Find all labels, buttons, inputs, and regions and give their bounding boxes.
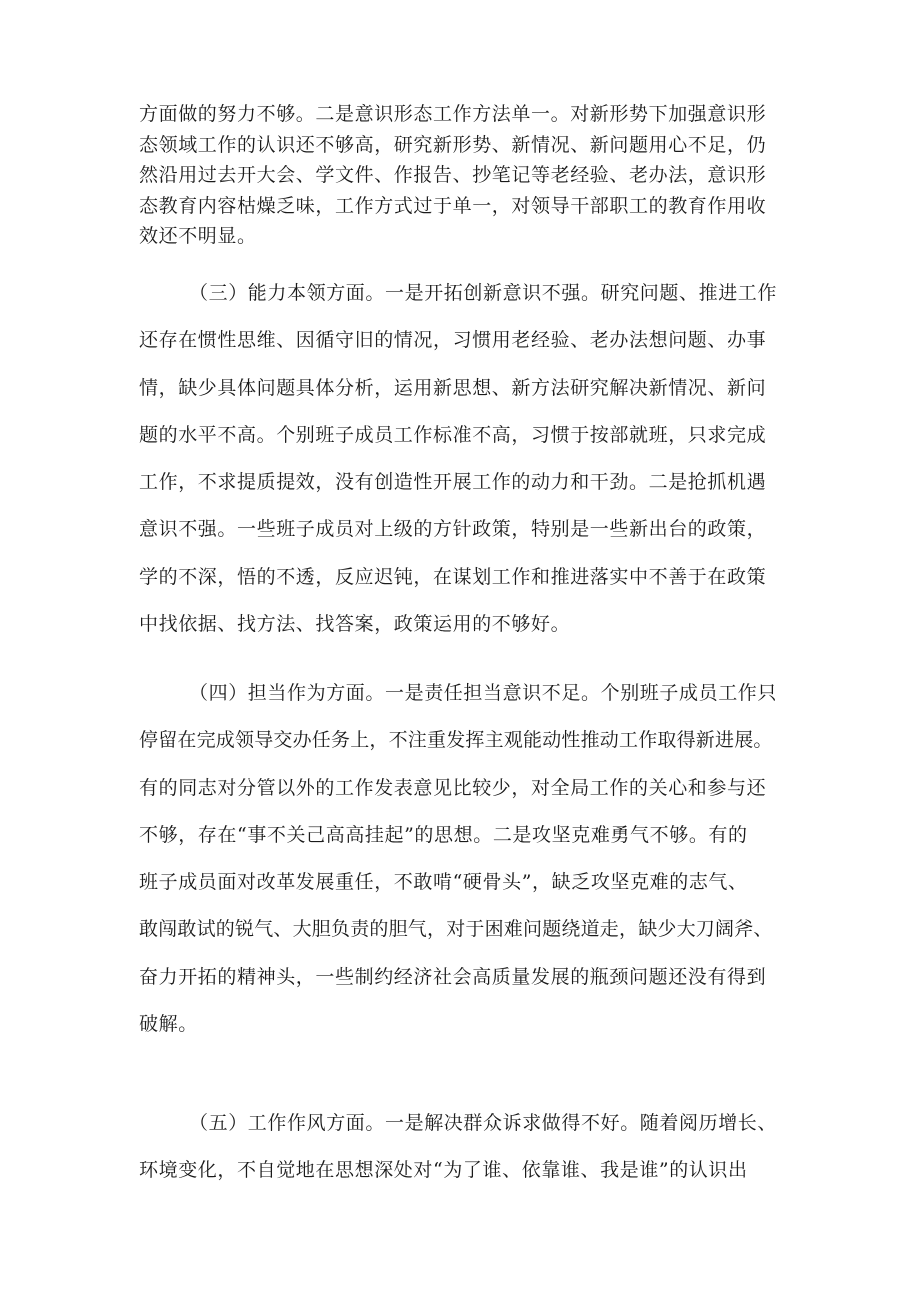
text-line: 有的同志对分管以外的工作发表意见比较少，对全局工作的关心和参与还	[139, 776, 767, 799]
text-line: 方面做的努力不够。二是意识形态工作方法单一。对新形势下加强意识形	[139, 103, 767, 125]
text-line: 班子成员面对改革发展重任，不敢啃“硬骨头”，缺乏攻坚克难的志气、	[139, 871, 748, 894]
text-line: 敢闯敢试的锐气、大胆负责的胆气，对于困难问题绕道走，缺少大刀阔斧、	[139, 918, 773, 941]
paragraph-responsibility	[139, 670, 784, 1048]
text-line: 态教育内容枯燥乏味，工作方式过于单一，对领导干部职工的教育作用收	[139, 194, 767, 217]
text-line: 情，缺少具体问题具体分析，运用新思想、新方法研究解决新情况、新问	[139, 376, 767, 399]
text-line: 学的不深，悟的不透，反应迟钝，在谋划工作和推进落实中不善于在政策	[139, 565, 767, 588]
text-line: 环境变化，不自觉地在思想深处对“为了谁、依靠谁、我是谁”的认识出	[139, 1159, 748, 1182]
text-line: 效还不明显。	[139, 225, 257, 247]
text-line: 奋力开拓的精神头，一些制约经济社会高质量发展的瓶颈问题还没有得到	[139, 965, 767, 988]
paragraph-continuation	[139, 99, 784, 252]
text-line: 还存在惯性思维、因循守旧的情况，习惯用老经验、老办法想问题、办事	[139, 329, 767, 352]
paragraph-work-style	[139, 1100, 784, 1195]
text-line: （四）担当作为方面。一是责任担当意识不足。个别班子成员工作只	[189, 682, 778, 704]
text-line: 态领域工作的认识还不够高，研究新形势、新情况、新问题用心不足，仍	[139, 133, 767, 156]
text-line: 工作，不求提质提效，没有创造性开展工作的动力和干劲。二是抢抓机遇	[139, 471, 767, 494]
text-line: 中找依据、找方法、找答案，政策运用的不够好。	[139, 613, 571, 636]
text-line: 不够，存在“事不关己高高挂起”的思想。二是攻坚克难勇气不够。有的	[139, 823, 748, 846]
text-line: 意识不强。一些班子成员对上级的方针政策，特别是一些新出台的政策，	[139, 518, 767, 541]
text-line: （五）工作作风方面。一是解决群众诉求做得不好。随着阅历增长、	[189, 1112, 778, 1134]
text-line: 题的水平不高。个别班子成员工作标准不高，习惯于按部就班，只求完成	[139, 423, 767, 446]
text-line: 停留在完成领导交办任务上，不注重发挥主观能动性推动工作取得新进展。	[139, 729, 773, 752]
text-line: 破解。	[139, 1013, 198, 1036]
text-line: 然沿用过去开大会、学文件、作报告、抄笔记等老经验、老办法，意识形	[139, 164, 767, 186]
paragraph-ability	[139, 270, 784, 648]
text-line: （三）能力本领方面。一是开拓创新意识不强。研究问题、推进工作	[189, 282, 778, 304]
